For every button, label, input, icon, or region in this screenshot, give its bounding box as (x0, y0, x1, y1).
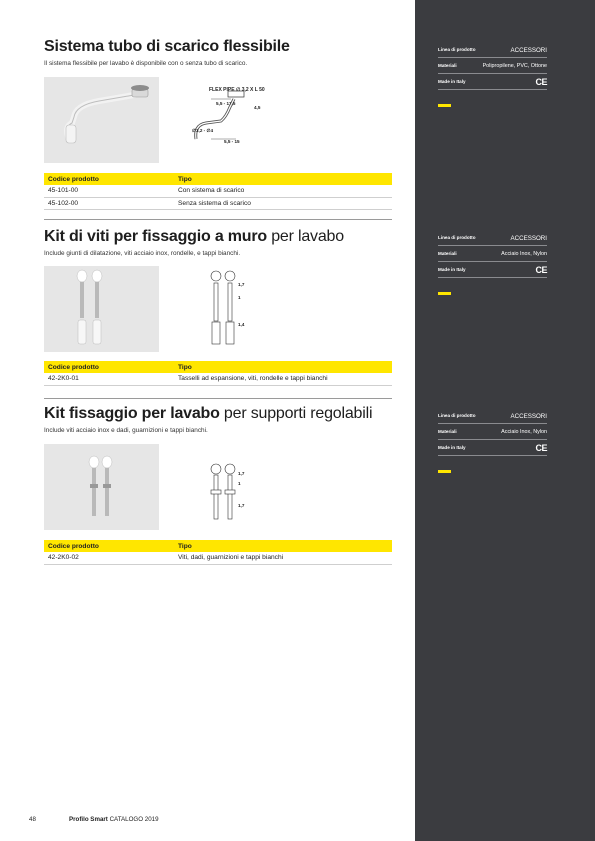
section-divider (44, 219, 392, 220)
product-code: 42-2K0-02 (44, 552, 174, 564)
column-header-code: Codice prodotto (44, 173, 174, 185)
info-box-adjustable-kit (438, 409, 547, 473)
drawing-label-c: 1,7 (238, 503, 245, 508)
info-row-materials (438, 424, 547, 440)
table-row (44, 552, 392, 564)
drawing-label-c: 1,4 (238, 322, 245, 327)
info-row-made (438, 440, 547, 456)
product-table-adjustable-kit (44, 540, 392, 565)
info-label: Made in Italy (438, 444, 466, 450)
section-description: Il sistema flessibile per lavabo è disponibile con o senza tubo di scarico. (44, 60, 248, 67)
footer-catalog: Profilo Smart CATALOGO 2019 (69, 816, 159, 823)
table-row (44, 185, 392, 197)
column-header-code: Codice prodotto (44, 540, 174, 552)
info-row-line (438, 231, 547, 246)
info-value: Acciaio Inox, Nylon (501, 428, 547, 435)
technical-drawing-adjustable-kit (166, 444, 283, 530)
section-title: Kit fissaggio per lavabo per supporti regolabili (44, 405, 373, 422)
info-label: Linea di prodotto (438, 235, 476, 241)
section-title: Kit di viti per fissaggio a muro per lavabo (44, 228, 344, 245)
product-type: Con sistema di scarico (174, 185, 392, 197)
section-description: Include viti acciaio inox e dadi, guarnizioni e tappi bianchi. (44, 427, 208, 434)
info-row-line (438, 409, 547, 424)
info-label: Materiali (438, 250, 457, 256)
table-row (44, 197, 392, 209)
product-type: Viti, dadi, guarnizioni e tappi bianchi (174, 552, 392, 564)
info-row-made (438, 74, 547, 90)
ce-mark-icon: CE (535, 442, 547, 453)
drawing-label-a: 1,7 (238, 471, 245, 476)
accent-bar (438, 470, 451, 473)
info-value: ACCESSORI (510, 412, 547, 420)
info-value: ACCESSORI (510, 46, 547, 54)
drawing-label-flex: FLEX PIPE ∅ 3,2 X L 50 (209, 87, 265, 93)
product-photo-wall-screws (44, 266, 159, 352)
info-row-materials (438, 58, 547, 74)
section-divider (44, 398, 392, 399)
technical-drawing-flex-pipe (166, 77, 283, 163)
info-value: ACCESSORI (510, 234, 547, 242)
section-wall-screw-kit (44, 228, 392, 257)
info-label: Linea di prodotto (438, 413, 476, 419)
drawing-label-a: 1,7 (238, 282, 245, 287)
info-label: Linea di prodotto (438, 47, 476, 53)
info-value: Acciaio Inox, Nylon (501, 250, 547, 257)
info-row-line (438, 43, 547, 58)
info-row-made (438, 262, 547, 278)
table-row (44, 373, 392, 385)
info-box-drain (438, 43, 547, 107)
drawing-label-diam: ∅3,2 - ∅4 (192, 128, 214, 133)
accent-bar (438, 292, 451, 295)
drawing-label-size: 4,5 (254, 105, 261, 110)
column-header-type: Tipo (174, 173, 392, 185)
product-photo-flex-pipe (44, 77, 159, 163)
info-label: Materiali (438, 62, 457, 68)
section-drain-system (44, 38, 392, 67)
info-row-materials (438, 246, 547, 262)
product-code: 45-102-00 (44, 197, 174, 209)
info-box-wall-screws (438, 231, 547, 295)
drawing-label-b: 1 (238, 295, 241, 300)
drawing-label-range1: 5,5 - 17,5 (216, 101, 236, 106)
section-title: Sistema tubo di scarico flessibile (44, 38, 290, 55)
section-description: Include giunti di dilatazione, viti acciaio inox, rondelle, e tappi bianchi. (44, 250, 241, 257)
ce-mark-icon: CE (535, 264, 547, 275)
product-table-wall-screws (44, 361, 392, 386)
section-adjustable-kit (44, 405, 392, 434)
technical-drawing-wall-screws (166, 266, 283, 352)
drawing-label-b: 1 (238, 481, 241, 486)
page-number: 48 (29, 816, 36, 823)
product-type: Tasselli ad espansione, viti, rondelle e tappi bianchi (174, 373, 392, 385)
product-photo-adjustable-kit (44, 444, 159, 530)
product-type: Senza sistema di scarico (174, 197, 392, 209)
info-label: Materiali (438, 428, 457, 434)
column-header-code: Codice prodotto (44, 361, 174, 373)
column-header-type: Tipo (174, 361, 392, 373)
ce-mark-icon: CE (535, 76, 547, 87)
product-code: 45-101-00 (44, 185, 174, 197)
info-label: Made in Italy (438, 78, 466, 84)
product-code: 42-2K0-01 (44, 373, 174, 385)
accent-bar (438, 104, 451, 107)
info-label: Made in Italy (438, 266, 466, 272)
info-value: Polipropilene, PVC, Ottone (482, 62, 547, 69)
column-header-type: Tipo (174, 540, 392, 552)
drawing-label-range2: 5,5 - 15 (224, 139, 240, 144)
product-table-drain (44, 173, 392, 210)
